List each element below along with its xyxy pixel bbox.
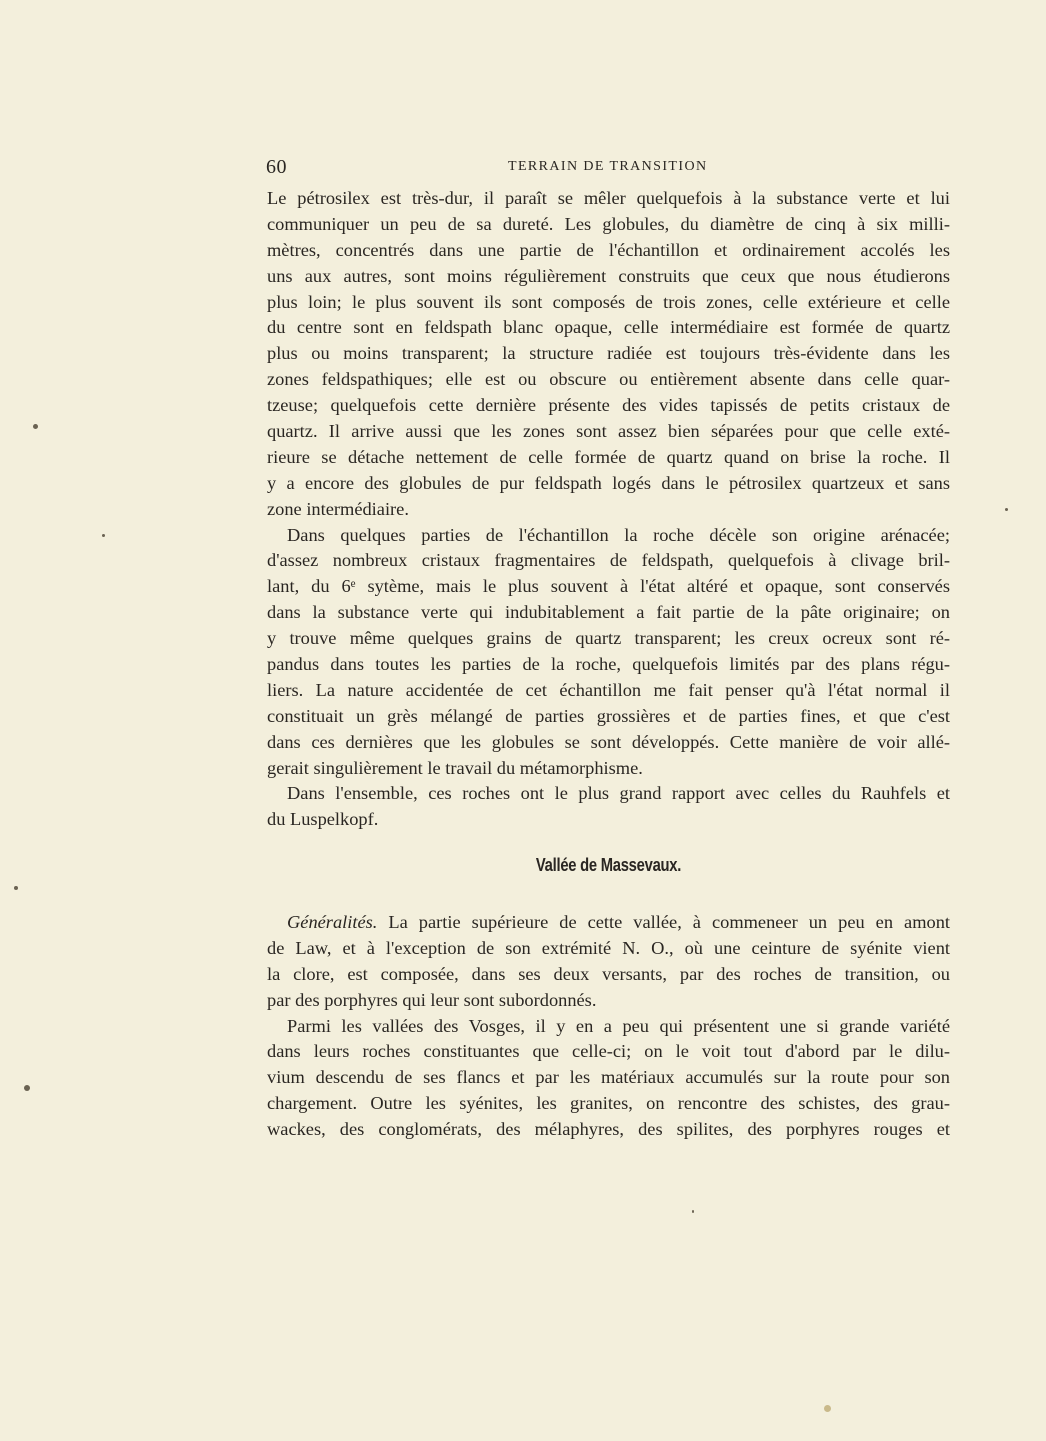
text-line: chargement. Outre les syénites, les granites, on rencontre des schistes, des grau- [267, 1093, 950, 1114]
italic-lead: Généralités. [287, 912, 378, 932]
text-line: dans ces dernières que les globules se sont développés. Cette manière de voir allé- [267, 731, 950, 752]
text-line: quartz. Il arrive aussi que les zones sont assez bien séparées pour que celle exté- [267, 421, 950, 442]
text-line: plus ou moins transparent; la structure radiée est toujours très-évidente dans les [267, 343, 950, 364]
text-line: Dans l'ensemble, ces roches ont le plus grand rapport avec celles du Rauhfels et [287, 783, 950, 804]
scan-speck [692, 1210, 694, 1213]
scan-speck [24, 1085, 30, 1091]
text-line: pandus dans toutes les parties de la roche, quelquefois limités par des plans régu- [267, 654, 950, 675]
scan-speck [1005, 508, 1008, 511]
text-line: wackes, des conglomérats, des mélaphyres, des spilites, des porphyres rouges et [267, 1119, 950, 1140]
text-line: zone intermédiaire. [267, 498, 409, 519]
text-line: liers. La nature accidentée de cet échantillon me fait penser qu'à l'état normal il [267, 679, 950, 700]
text-line: vium descendu de ses flancs et par les matériaux accumulés sur la route pour son [267, 1067, 950, 1088]
text-line: Parmi les vallées des Vosges, il y en a peu qui présentent une si grande variété [287, 1015, 950, 1036]
text-line: Le pétrosilex est très-dur, il paraît se mêler quelquefois à la substance verte et lui [267, 188, 950, 208]
text-line [267, 910, 950, 936]
text-line: la clore, est composée, dans ses deux versants, par des roches de transition, ou [267, 963, 950, 984]
text-line: uns aux autres, sont moins régulièrement construits que ceux que nous étudierons [267, 265, 950, 286]
text-line: de Law, et à l'exception de son extrémité N. O., où une ceinture de syénite vient [267, 937, 950, 958]
section-heading: Vallée de Massevaux. [535, 855, 682, 875]
paragraph [267, 910, 950, 1014]
text-line: rieure se détache nettement de celle formée de quartz quand on brise la roche. Il [267, 446, 950, 467]
paragraph [267, 523, 950, 782]
text-line: d'assez nombreux cristaux fragmentaires de feldspath, quelquefois à clivage bril- [267, 550, 950, 571]
text-line: Dans quelques parties de l'échantillon la roche décèle son origine arénacée; [287, 524, 950, 545]
text-line: du centre sont en feldspath blanc opaque, celle intermédiaire est formée de quartz [267, 317, 950, 338]
text-line: zones feldspathiques; elle est ou obscure ou entièrement absente dans celle quar- [267, 369, 950, 390]
text-line: gerait singulièrement le travail du métamorphisme. [267, 757, 643, 778]
scan-speck [14, 886, 18, 890]
body-text-upper [267, 186, 950, 833]
body-text-lower [267, 910, 950, 1143]
text-line: dans la substance verte qui indubitablement a fait partie de la pâte originaire; on [267, 602, 950, 623]
page-number: 60 [266, 156, 287, 178]
text-line: y a encore des globules de pur feldspath logés dans le pétrosilex quartzeux et sans [267, 472, 950, 493]
text-line: communiquer un peu de sa dureté. Les globules, du diamètre de cinq à six milli- [267, 213, 950, 234]
scan-speck [824, 1405, 831, 1412]
text-line: mètres, concentrés dans une partie de l'échantillon et ordinairement accolés les [267, 239, 950, 260]
text-line-rest: La partie supérieure de cette vallée, à commeneer un peu en amont [377, 912, 950, 932]
text-line: lant, du 6ᵉ sytème, mais le plus souvent à l'état altéré et opaque, sont conservés [267, 576, 950, 597]
text-line: y trouve même quelques grains de quartz transparent; les creux ocreux sont ré- [267, 628, 950, 649]
paragraph [267, 186, 950, 523]
text-line: dans leurs roches constituantes que celle-ci; on le voit tout d'abord par le dilu- [267, 1041, 950, 1062]
paragraph [267, 1014, 950, 1143]
text-line: tzeuse; quelquefois cette dernière présente des vides tapissés de petits cristaux de [267, 395, 950, 416]
text-line: constituait un grès mélangé de parties grossières et de parties fines, et que c'est [267, 705, 950, 726]
page-header [266, 156, 950, 180]
scan-speck [102, 534, 105, 537]
text-line: plus loin; le plus souvent ils sont composés de trois zones, celle extérieure et celle [267, 291, 950, 312]
scan-speck [33, 424, 38, 429]
text-line: par des porphyres qui leur sont subordonnés. [267, 989, 597, 1010]
running-title: TERRAIN DE TRANSITION [508, 159, 708, 174]
paragraph [267, 781, 950, 833]
text-line: du Luspelkopf. [267, 809, 379, 830]
